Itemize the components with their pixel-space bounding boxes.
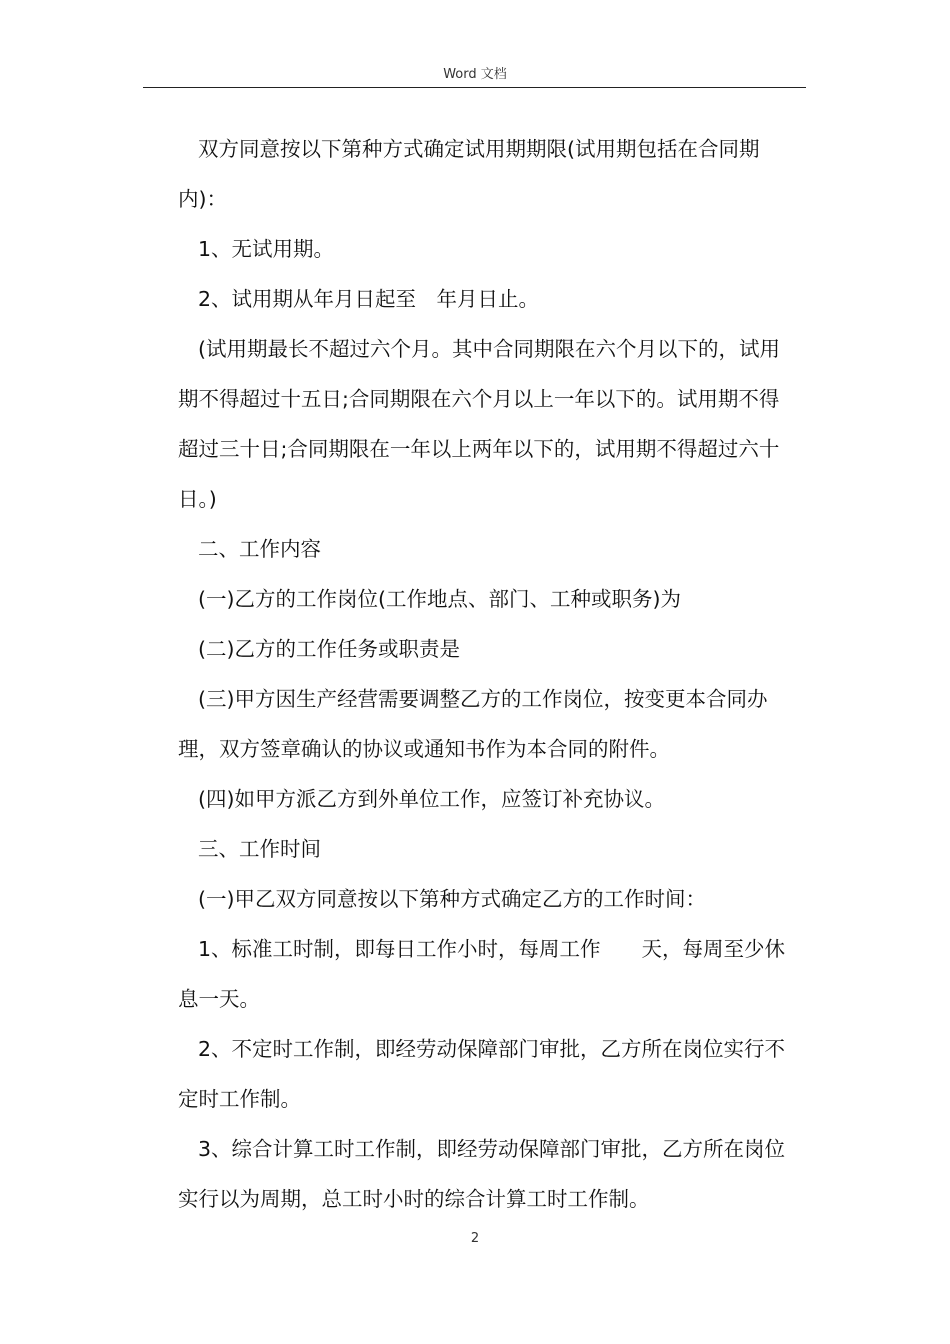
header-rule — [143, 87, 806, 88]
paragraph: 1、无试用期。 — [198, 237, 335, 261]
paragraph: (试用期最长不超过六个月。其中合同期限在六个月以下的，试用期不得超过十五日;合同期限在六个月以上一年以下的。试用期不得超过三十日;合同期限在一年以上两年以下的，试用期不得超过六十日。) — [178, 337, 780, 511]
page-number: 2 — [470, 1231, 480, 1246]
paragraph: (四)如甲方派乙方到外单位工作，应签订补充协议。 — [198, 787, 665, 811]
paragraph: (一)乙方的工作岗位(工作地点、部门、工种或职务)为 — [198, 587, 681, 611]
section-heading: 二、工作内容 — [198, 537, 321, 561]
paragraph: 3、综合计算工时工作制，即经劳动保障部门审批，乙方所在岗位实行以为周期，总工时小时的综合计算工时工作制。 — [178, 1137, 786, 1211]
paragraph: (一)甲乙双方同意按以下第种方式确定乙方的工作时间： — [198, 887, 706, 911]
page-header: Word 文档 — [443, 67, 507, 82]
paragraph: 1、标准工时制，即每日工作小时，每周工作 天，每周至少休息一天。 — [178, 937, 786, 1011]
paragraph: 2、不定时工作制，即经劳动保障部门审批，乙方所在岗位实行不定时工作制。 — [178, 1037, 786, 1111]
paragraph: 双方同意按以下第种方式确定试用期期限(试用期包括在合同期内)： — [178, 137, 760, 211]
paragraph: (二)乙方的工作任务或职责是 — [198, 637, 460, 661]
paragraph: (三)甲方因生产经营需要调整乙方的工作岗位，按变更本合同办理，双方签章确认的协议或通知书作为本合同的附件。 — [178, 687, 768, 761]
section-heading: 三、工作时间 — [198, 837, 321, 861]
document-body — [178, 124, 796, 1224]
paragraph: 2、试用期从年月日起至 年月日止。 — [198, 287, 540, 311]
